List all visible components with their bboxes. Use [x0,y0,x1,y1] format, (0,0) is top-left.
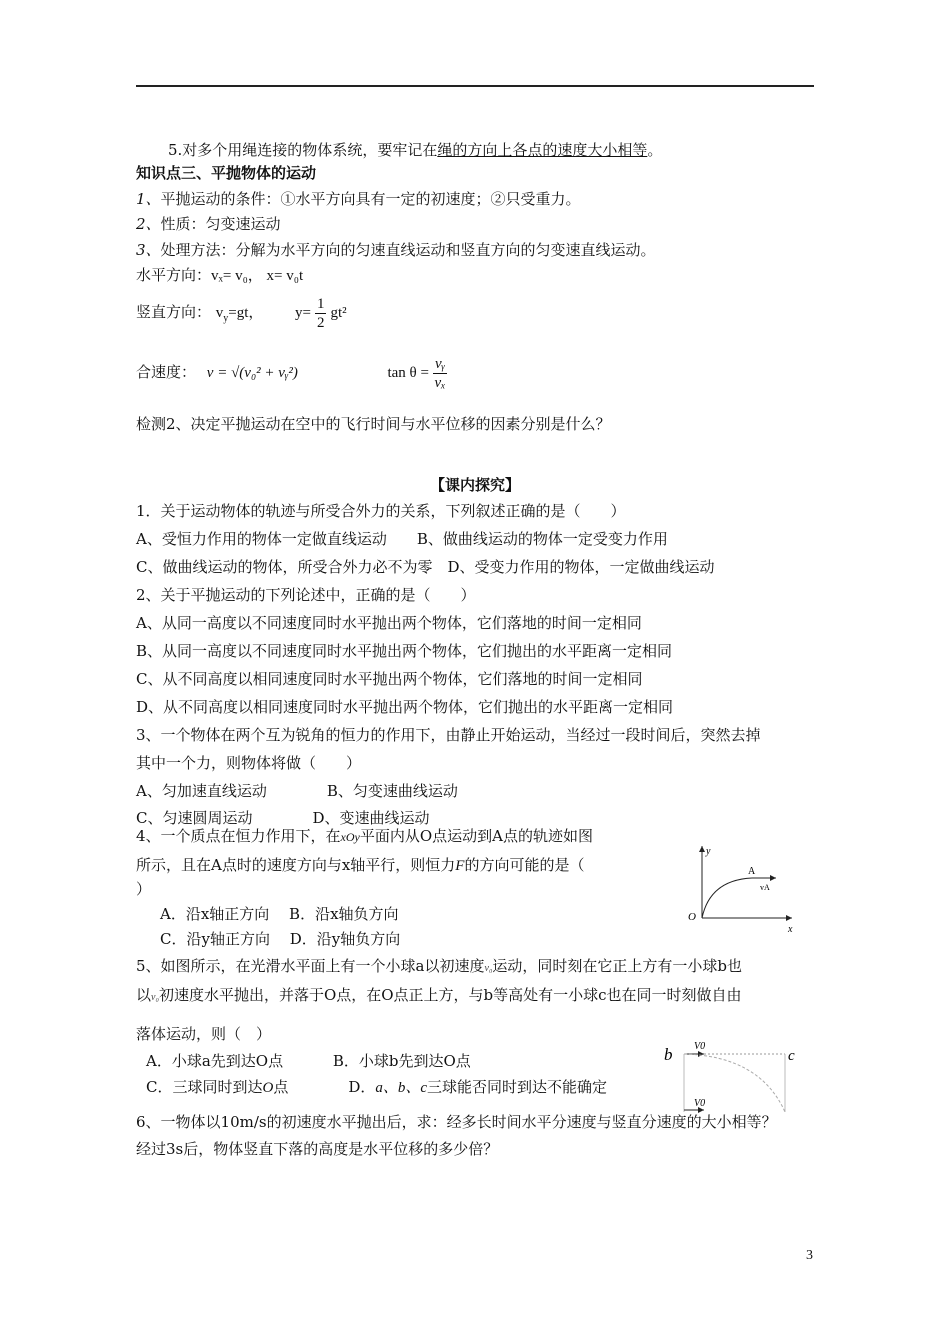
q2-option-d: D、从不同高度以相同速度同时水平抛出两个物体，它们抛出的水平距离一定相同 [136,698,674,716]
x-label: x [788,924,793,935]
q4-stem-2 [136,855,584,876]
y-label: y [706,846,711,857]
half-num: 1 [316,295,325,312]
half-den: 2 [316,314,325,331]
q6-stem: 6、一物体以10m/s的初速度水平抛出后，求：经多长时间水平分速度与竖直分速度的大小相等？ [136,1113,777,1131]
q1-stem: 1．关于运动物体的轨迹与所受合外力的关系，下列叙述正确的是（ ） [136,502,626,520]
q5-stem-b: 运动，同时刻在它正上方有一小球b也 [492,957,743,975]
tan-num: vᵧ [434,355,446,372]
q3-stem: 3、一个物体在两个互为锐角的恒力的作用下，由静止开始运动，当经过一段时间后，突然去掉 [136,726,761,744]
x-arrow-icon [786,915,792,921]
point-5-underlined: 绳的方向上各点的速度大小相等 [437,141,648,159]
q5-option-d-text: 三球能否同时到达不能确定 [427,1078,608,1096]
vertical-formula [136,292,347,339]
q1-options-ab: A、受恒力作用的物体一定做直线运动 B、做曲线运动的物体一定受变力作用 [136,530,668,548]
q5-stem-a: 5、如图所示，在光滑水平面上有一个小球a以初速度 [136,957,485,975]
y-arrow-icon [699,846,705,852]
q5-option-c-O: O [262,1080,274,1096]
q4-stem-c: 所示，且在A点时的速度方向与x轴平行，则恒力 [136,856,456,874]
item-1-text: 平抛运动的条件：①水平方向具有一定的初速度；②只受重力。 [160,190,581,208]
q4-xoy: xOy [340,830,360,844]
q1-options-cd: C、做曲线运动的物体，所受合外力必不为零 D、受变力作用的物体，一定做曲线运动 [136,558,715,576]
header-rule [136,85,814,87]
q5-stem [136,956,742,979]
q5-v0-2: v₀ [151,992,159,1003]
y-equals: y= [295,305,311,321]
q5-stem-d: 初速度水平抛出，并落于O点，在O点正上方，与b等高处有一小球c也在同一时刻做自由 [158,986,742,1004]
tan-label: tan θ = [387,365,429,381]
q4-options-ab: A．沿x轴正方向 B．沿x轴负方向 [160,905,399,923]
gt-squared: gt² [330,305,347,321]
q5-stem-c: 以 [136,986,152,1004]
page-number: 3 [806,1248,813,1263]
ball-c-label: c [788,1048,795,1064]
q3-options-cd: C、匀速圆周运动 D、变速曲线运动 [136,809,430,827]
tan-den: vₓ [434,374,446,391]
item-2-text: 性质：匀变速运动 [160,215,281,233]
q5-options-cd [146,1077,607,1098]
item-1-num: 1、 [136,190,161,208]
vA-arrowhead-icon [770,875,776,881]
origin-label: O [688,911,696,923]
q5-option-c-a: C．三球同时到达 [146,1078,263,1096]
vy-rhs: =gt， [228,305,264,321]
combined-velocity [136,352,451,393]
q5-stem-3: 落体运动，则（ ） [136,1025,272,1043]
half-fraction [315,295,327,332]
combined-label: 合速度： [136,363,197,381]
q4-stem [136,826,593,847]
q4-options-cd: C．沿y轴正方向 D．沿y轴负方向 [160,930,401,948]
v0-bottom-label: V0 [694,1098,706,1109]
q6-stem-2: 经过3s后，物体竖直下落的高度是水平位移的多少倍？ [136,1140,499,1158]
item-3-num: 3、 [136,241,161,259]
point-a-label: A [748,866,756,877]
q4-F: F [455,858,465,874]
q5-option-c-b: 点 D． [273,1078,376,1096]
q4-paren: ） [136,880,152,898]
point-5-end: 。 [647,141,663,159]
q2-option-b: B、从同一高度以不同速度同时水平抛出两个物体，它们抛出的水平距离一定相同 [136,642,673,660]
va-label: vA [760,883,770,892]
trajectory-curve [702,878,752,918]
point-5 [168,140,662,160]
q5-v0: v₀ [484,963,493,974]
horizontal-formula-text: vₓ= v₀， x= v₀t [211,268,304,284]
horizontal-label: 水平方向： [136,266,212,284]
q3-options-ab: A、匀加速直线运动 B、匀变速曲线运动 [136,782,458,800]
horizontal-formula [136,265,303,286]
q4-stem-b: 平面内从O点运动到A点的轨迹如图 [359,827,594,845]
point-5-text: 5.对多个用绳连接的物体系统，要牢记在 [168,141,438,159]
section-heading: 【课内探究】 [429,476,520,494]
item-3 [136,240,656,260]
q2-option-c: C、从不同高度以相同速度同时水平抛出两个物体，它们落地的时间一定相同 [136,670,643,688]
combined-formula: v = √(v₀² + vᵧ²) [206,365,298,381]
tan-fraction [433,355,447,392]
q2-option-a: A、从同一高度以不同速度同时水平抛出两个物体，它们落地的时间一定相同 [136,614,642,632]
q5-stem-2 [136,985,742,1008]
q4-trajectory-figure [680,840,800,935]
q5-option-d-abc: a、b、c [375,1080,428,1096]
item-2 [136,214,281,234]
knowledge-point-3-heading: 知识点三、平抛物体的运动 [136,164,317,182]
check-2: 检测2、决定平抛运动在空中的飞行时间与水平位移的因素分别是什么？ [136,415,611,433]
q4-stem-a: 4、一个质点在恒力作用下，在 [136,827,341,845]
vy-formula: $v_y=gt$， [215,305,264,324]
vy-symbol: v [215,305,224,321]
q4-stem-d: 的方向可能的是（ [464,856,585,874]
v0-top-label: V0 [694,1041,706,1052]
item-3-text: 处理方法：分解为水平方向的匀速直线运动和竖直方向的匀变速直线运动。 [160,241,656,259]
q3-stem-2: 其中一个力，则物体将做（ ） [136,754,362,772]
item-2-num: 2、 [136,215,161,233]
q5-options-ab: A．小球a先到达O点 B．小球b先到达O点 [146,1052,471,1070]
ball-b-label: b [664,1045,673,1064]
item-1 [136,189,581,209]
q2-stem: 2、关于平抛运动的下列论述中，正确的是（ ） [136,586,476,604]
q5-projectile-figure [660,1036,810,1120]
vertical-label: 竖直方向： [136,303,212,321]
